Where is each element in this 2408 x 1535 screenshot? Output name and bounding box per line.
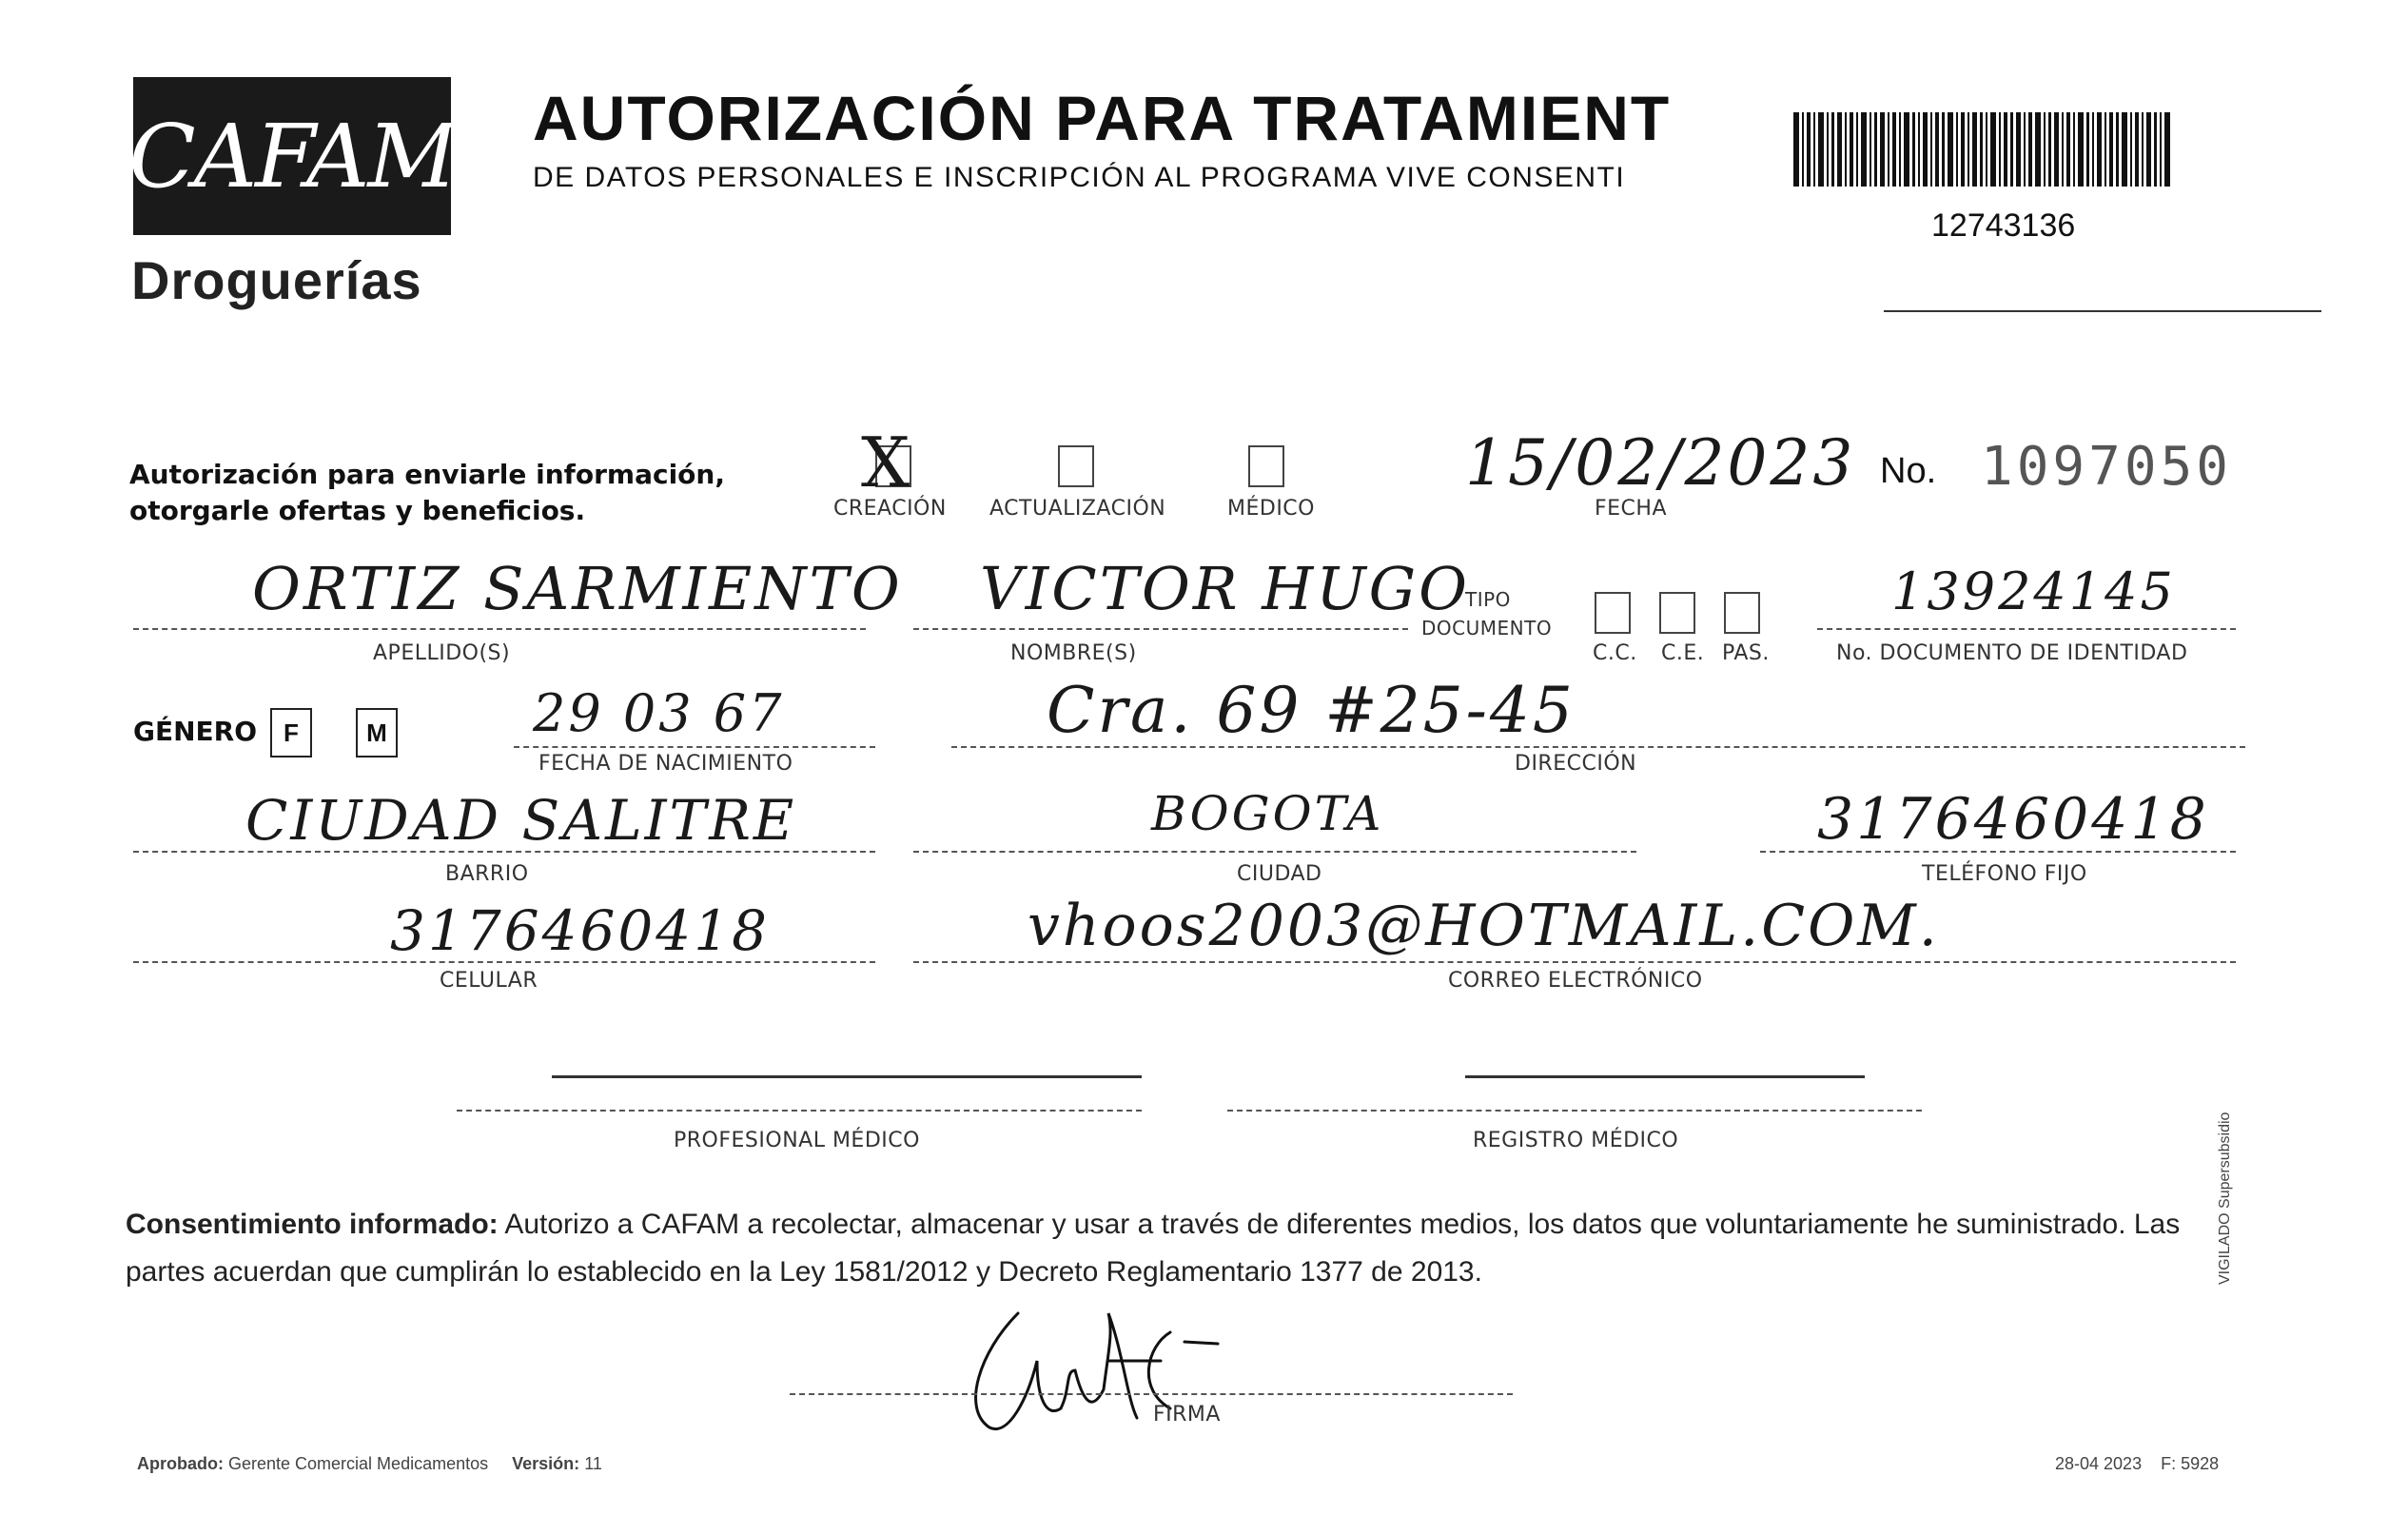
barrio-value: CIUDAD SALITRE [245,788,797,853]
version-value: 11 [584,1454,602,1473]
fecha-label: FECHA [1595,497,1668,521]
ciudad-value: BOGOTA [1151,786,1384,841]
creacion-label: CREACIÓN [833,497,947,521]
intro-text [129,457,725,529]
genero-f-label: F [284,718,299,747]
celular-line [133,961,875,963]
genero-f-box[interactable] [270,708,312,758]
firma-label: FIRMA [1153,1403,1221,1427]
consent-paragraph [126,1201,2257,1296]
celular-value: 3176460418 [390,898,771,963]
actualizacion-label: ACTUALIZACIÓN [989,497,1166,521]
date-code: 28-04 2023 [2055,1454,2143,1473]
vigilado-side-text: VIGILADO Supersubsidio [2217,1112,2233,1285]
genero-m-box[interactable] [356,708,398,758]
cc-checkbox[interactable] [1595,592,1631,634]
genero-label: GÉNERO [133,716,258,747]
cafam-logo [128,77,456,235]
tipo-doc-label-2: DOCUMENTO [1421,617,1553,640]
nacimiento-label: FECHA DE NACIMIENTO [538,752,793,776]
no-value: 1097050 [1981,436,2233,498]
medico-label: MÉDICO [1227,497,1315,521]
profesional-label: PROFESIONAL MÉDICO [674,1129,920,1152]
apellidos-label: APELLIDO(S) [373,641,511,665]
aprobado-label: Aprobado: [137,1454,224,1473]
direccion-label: DIRECCIÓN [1515,752,1637,776]
celular-label: CELULAR [440,969,538,993]
consent-text: Autorizo a CAFAM a recolectar, almacenar y usar a través de diferentes medios, los datos que voluntariamente he suministrado. Las partes acuerdan que cumplirán lo establecido en la Ley 1581/2012 y Decreto Reglamentario 1377 de 2013. [126,1209,2181,1288]
apellidos-line [133,628,866,630]
nombres-value: VICTOR HUGO [980,554,1470,623]
logo-text: CAFAM [128,105,456,207]
footer-codes [2055,1454,2219,1474]
nacimiento-line [514,746,875,748]
telefono-label: TELÉFONO FIJO [1922,862,2087,886]
pas-checkbox[interactable] [1724,592,1760,634]
header-rule [1884,310,2321,312]
correo-label: CORREO ELECTRÓNICO [1448,969,1703,993]
nombres-label: NOMBRE(S) [1010,641,1137,665]
ce-label: C.E. [1661,641,1705,665]
genero-m-label: M [366,718,387,747]
intro-line-2: otorgarle ofertas y beneficios. [129,495,586,526]
consent-heading: Consentimiento informado: [126,1209,499,1240]
tipo-doc-label-1: TIPO [1465,588,1511,611]
form-title: AUTORIZACIÓN PARA TRATAMIENT [533,83,1672,153]
nacimiento-value: 29 03 67 [533,683,785,743]
barrio-label: BARRIO [445,862,529,886]
medico-checkbox[interactable] [1248,445,1284,487]
registro-mark [1465,1075,1865,1078]
telefono-value: 3176460418 [1817,786,2209,853]
barcode-number: 12743136 [1931,207,2076,244]
form-code: F: 5928 [2161,1454,2220,1473]
documento-line [1817,628,2236,630]
firma-line [790,1393,1513,1395]
pas-label: PAS. [1722,641,1770,665]
direccion-value: Cra. 69 #25-45 [1047,674,1576,747]
footer-approval [137,1454,602,1474]
barcode [1793,112,2174,187]
ciudad-line [913,851,1636,853]
registro-line [1227,1110,1922,1112]
direccion-line [951,746,2245,748]
ce-checkbox[interactable] [1659,592,1695,634]
actualizacion-checkbox[interactable] [1058,445,1094,487]
profesional-mark [552,1075,1142,1078]
telefono-line [1760,851,2236,853]
brand-subtitle: Droguerías [131,250,422,310]
barrio-line [133,851,875,853]
nombres-line [913,628,1408,630]
registro-label: REGISTRO MÉDICO [1473,1129,1679,1152]
correo-value: vhoos2003@HOTMAIL.COM. [1028,893,1940,959]
ciudad-label: CIUDAD [1237,862,1322,886]
intro-line-1: Autorización para enviarle información, [129,459,725,490]
cc-label: C.C. [1593,641,1637,665]
correo-line [913,961,2236,963]
documento-label: No. DOCUMENTO DE IDENTIDAD [1836,641,2188,665]
form-subtitle: DE DATOS PERSONALES E INSCRIPCIÓN AL PROGRAMA VIVE CONSENTI [533,162,1626,193]
no-label: No. [1880,451,1937,491]
version-label: Versión: [512,1454,580,1473]
apellidos-value: ORTIZ SARMIENTO [252,554,903,623]
fecha-value: 15/02/2023 [1465,426,1856,500]
documento-value: 13924145 [1891,561,2176,621]
creacion-mark: X [861,423,913,502]
aprobado-value: Gerente Comercial Medicamentos [228,1454,489,1473]
profesional-line [457,1110,1142,1112]
